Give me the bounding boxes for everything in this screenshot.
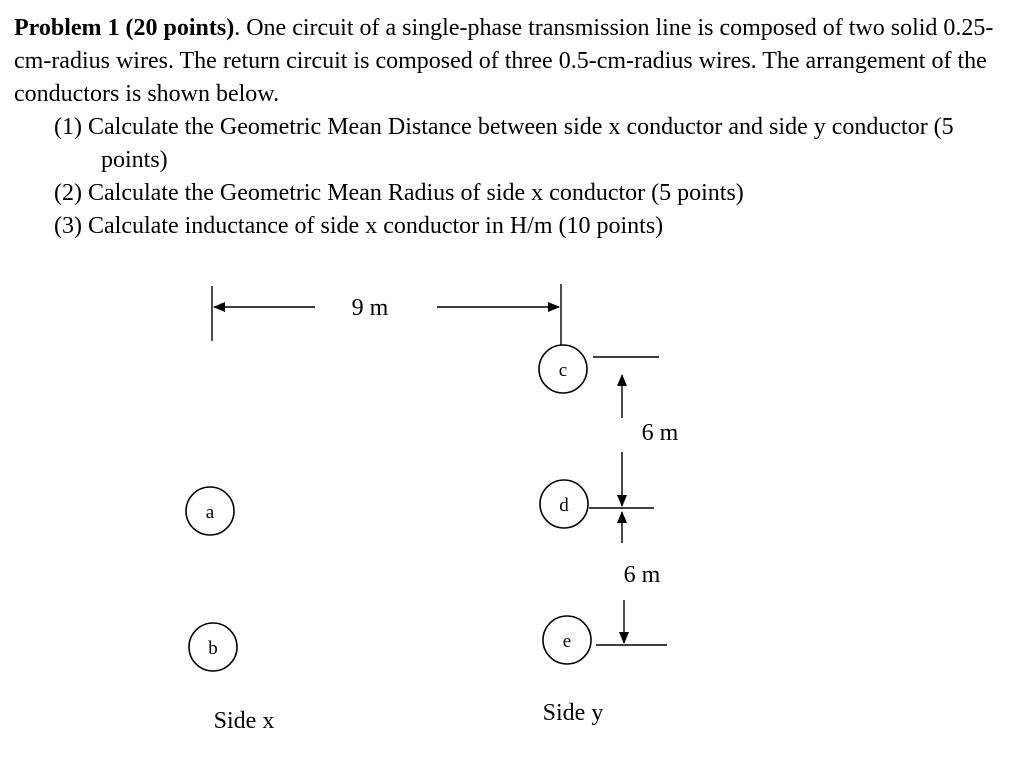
problem-statement: . One circuit of a single-phase transmission line is composed of two solid 0.25-cm-radius wires. The return circuit is composed of three 0.5-cm-radius wires. The arrangement of the conductors is shown below. <box>14 15 994 107</box>
problem-heading: Problem 1 (20 points) <box>14 15 235 41</box>
conductor-b-label: b <box>208 638 218 659</box>
vertical-dimensions <box>589 357 679 645</box>
question-1: (1) Calculate the Geometric Mean Distance between side x conductor and side y conductor (5 points) <box>54 114 954 173</box>
conductor-e <box>543 616 591 664</box>
conductor-e-label: e <box>562 631 572 652</box>
lower-vertical-label: 6 m <box>623 562 661 588</box>
question-3: (3) Calculate inductance of side x conductor in H/m (10 points) <box>54 213 664 239</box>
conductor-d-label: d <box>559 495 569 516</box>
side-y-label: Side y <box>542 700 604 726</box>
conductor-b <box>189 623 237 671</box>
conductor-a-label: a <box>205 502 215 523</box>
horizontal-dimension <box>212 284 561 346</box>
conductor-c-label: c <box>558 360 568 381</box>
conductor-a <box>186 487 234 535</box>
horizontal-spacing-label: 9 m <box>351 295 389 321</box>
upper-vertical-label: 6 m <box>641 420 679 446</box>
question-2: (2) Calculate the Geometric Mean Radius of side x conductor (5 points) <box>54 180 744 206</box>
conductor-c <box>539 345 587 393</box>
side-x-label: Side x <box>213 708 275 734</box>
conductor-d <box>540 480 588 528</box>
